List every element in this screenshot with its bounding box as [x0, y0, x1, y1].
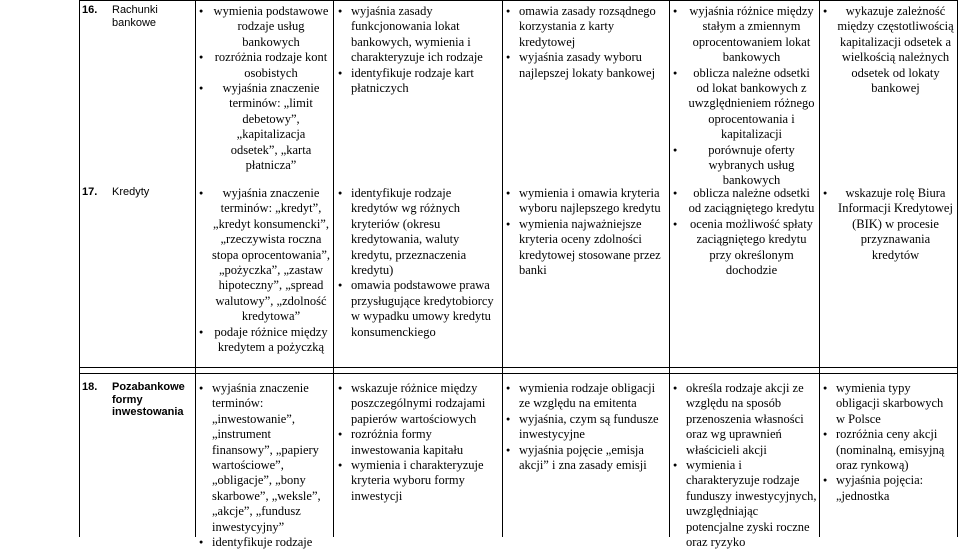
- requirements-list: [505, 4, 667, 81]
- table-border-left: [79, 0, 80, 537]
- row-divider: [79, 0, 958, 1]
- requirements-list: [822, 381, 955, 504]
- list-item: ● wyjaśnia pojęcia: „jednostka: [822, 473, 955, 504]
- list-item: ● wyjaśnia znaczenie terminów: „limit debetowy”, „kapitalizacja odsetek”, „karta płatnicza”: [198, 81, 330, 173]
- list-item: ● ocenia możliwość spłaty zaciągniętego kredytu przy określonym dochodzie: [672, 217, 817, 279]
- list-item: ● porównuje oferty wybranych usług bankowych: [672, 143, 817, 189]
- row-number: 16.: [82, 4, 98, 16]
- requirements-list: [672, 186, 817, 278]
- requirements-list: [337, 4, 497, 96]
- list-item: ● wymienia i charakteryzuje rodzaje funduszy inwestycyjnych, uwzględniając potencjalne zyski roczne oraz ryzyko: [672, 458, 817, 550]
- requirements-list: [822, 4, 955, 96]
- list-item: ● oblicza należne odsetki od lokat bankowych z uwzględnieniem różnego oprocentowania i kapitalizacji: [672, 66, 817, 143]
- list-item: ● wyjaśnia znaczenie terminów: „kredyt”, „kredyt konsumencki”, „rzeczywista roczna stopa oprocentowania”, „pożyczka”, „zastaw hipoteczny”, „spread walutowy”, „zdolność kredytowa”: [198, 186, 330, 325]
- list-item: ● wyjaśnia różnice między stałym a zmiennym oprocentowaniem lokat bankowych: [672, 4, 817, 66]
- list-item: ● podaje różnice między kredytem a pożyczką: [198, 325, 330, 356]
- topic-label: Kredyty: [112, 186, 150, 198]
- list-item: ● wskazuje rolę Biura Informacji Kredytowej (BIK) w procesie przyznawania kredytów: [822, 186, 955, 263]
- list-item: ● rozróżnia rodzaje kont osobistych: [198, 50, 330, 81]
- list-item: ● rozróżnia formy inwestowania kapitału: [337, 427, 497, 458]
- list-item: ● wskazuje różnice między poszczególnymi rodzajami papierów wartościowych: [337, 381, 497, 427]
- list-item: ● identyfikuje rodzaje kredytów wg różnych kryteriów (okresu kredytowania, waluty kredytu, przeznaczenia kredytu): [337, 186, 497, 278]
- column-divider: [195, 0, 196, 537]
- list-item: ● identyfikuje rodzaje kart płatniczych: [337, 66, 497, 97]
- requirements-list: [505, 186, 667, 278]
- list-item: ● wyjaśnia znaczenie terminów: „inwestowanie”, „instrument finansowy”, „papiery wartościowe”, „obligacje”, „bony skarbowe”, „weksle”, „akcje”, „fundusz inwestycyjny”: [198, 381, 330, 535]
- list-item: ● rozróżnia ceny akcji (nominalną, emisyjną oraz rynkową): [822, 427, 955, 473]
- list-item: ● oblicza należne odsetki od zaciągniętego kredytu: [672, 186, 817, 217]
- table-border-right: [957, 0, 958, 537]
- requirements-list: [198, 186, 330, 355]
- list-item: ● wymienia najważniejsze kryteria oceny zdolności kredytowej stosowane przez banki: [505, 217, 667, 279]
- requirements-list: [337, 186, 497, 340]
- requirements-list: [198, 4, 330, 173]
- list-item: ● wykazuje zależność między częstotliwością kapitalizacji odsetek a wielkością należnych odsetek od lokaty bankowej: [822, 4, 955, 96]
- requirements-list: [672, 4, 817, 189]
- list-item: ● identyfikuje rodzaje: [198, 535, 330, 550]
- requirements-list: [337, 381, 497, 504]
- list-item: ● wyjaśnia pojęcie „emisja akcji” i zna zasady emisji: [505, 443, 667, 474]
- requirements-list: [672, 381, 817, 550]
- requirements-list: [822, 186, 955, 263]
- list-item: ● wymienia typy obligacji skarbowych w Polsce: [822, 381, 955, 427]
- column-divider: [333, 0, 334, 537]
- list-item: ● omawia zasady rozsądnego korzystania z karty kredytowej: [505, 4, 667, 50]
- list-item: ● wyjaśnia, czym są fundusze inwestycyjne: [505, 412, 667, 443]
- column-divider: [502, 0, 503, 537]
- row-divider: [79, 367, 958, 368]
- row-divider: [79, 373, 958, 374]
- list-item: ● wyjaśnia zasady wyboru najlepszej lokaty bankowej: [505, 50, 667, 81]
- column-divider: [819, 0, 820, 537]
- topic-label: Pozabankowe formy inwestowania: [112, 381, 185, 418]
- row-number: 18.: [82, 381, 98, 393]
- list-item: ● wymienia rodzaje obligacji ze względu na emitenta: [505, 381, 667, 412]
- list-item: ● wymienia i charakteryzuje kryteria wyboru formy inwestycji: [337, 458, 497, 504]
- topic-label: Rachunki bankowe: [112, 4, 158, 29]
- list-item: ● wymienia podstawowe rodzaje usług bankowych: [198, 4, 330, 50]
- list-item: ● wyjaśnia zasady funkcjonowania lokat bankowych, wymienia i charakteryzuje ich rodzaje: [337, 4, 497, 66]
- list-item: ● wymienia i omawia kryteria wyboru najlepszego kredytu: [505, 186, 667, 217]
- requirements-list: [198, 381, 330, 550]
- list-item: ● omawia podstawowe prawa przysługujące kredytobiorcy w wypadku umowy kredytu konsumenckiego: [337, 278, 497, 340]
- column-divider: [669, 0, 670, 537]
- list-item: ● określa rodzaje akcji ze względu na sposób przenoszenia własności oraz wg uprawnień właścicieli akcji: [672, 381, 817, 458]
- row-number: 17.: [82, 186, 98, 198]
- requirements-list: [505, 381, 667, 473]
